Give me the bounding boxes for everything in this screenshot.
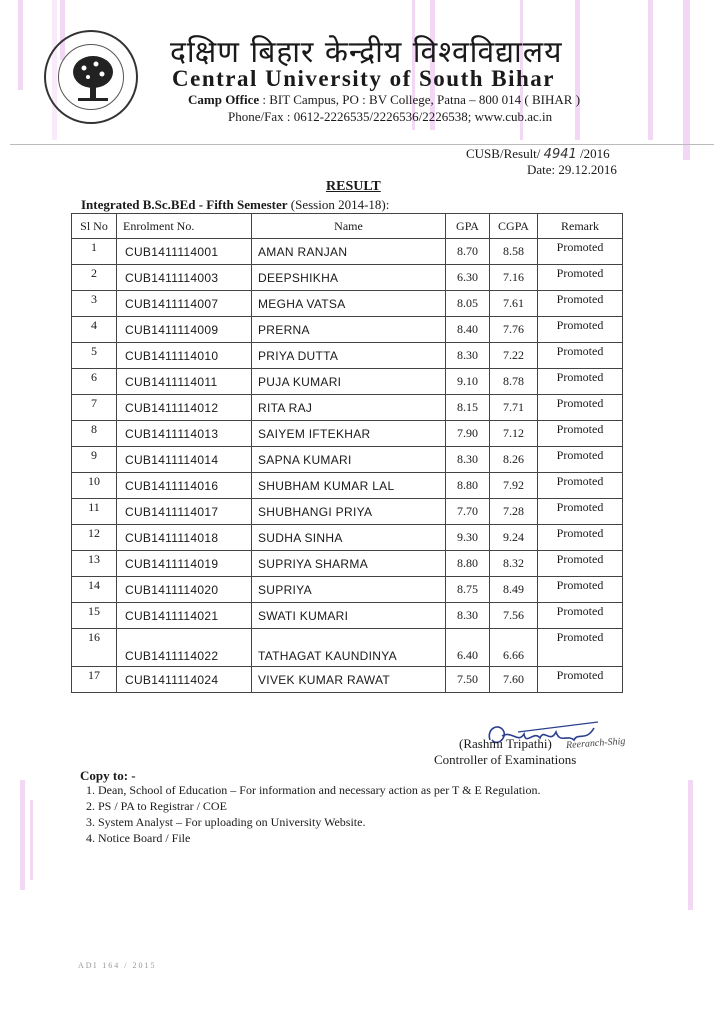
- cgpa-cell: 8.58: [490, 239, 538, 265]
- table-row: [72, 603, 623, 629]
- gpa-cell: 8.70: [446, 239, 490, 265]
- remark-cell: Promoted: [538, 499, 623, 525]
- name-cell: SHUBHAM KUMAR LAL: [252, 473, 446, 499]
- copy-to-item: 1. Dean, School of Education – For information and necessary action as per T & E Regulation.: [86, 783, 541, 797]
- controller-title: Controller of Examinations: [434, 752, 577, 767]
- gpa-cell: 9.30: [446, 525, 490, 551]
- enrolment-cell: CUB1411114020: [117, 577, 252, 603]
- sl-cell: 5: [72, 343, 117, 369]
- university-seal-logo: [44, 30, 138, 124]
- enrolment-cell: CUB1411114019: [117, 551, 252, 577]
- gpa-cell: 8.30: [446, 343, 490, 369]
- cgpa-cell: 7.16: [490, 265, 538, 291]
- header-divider: [10, 144, 714, 145]
- scan-stripe: [688, 780, 693, 910]
- name-cell: PUJA KUMARI: [252, 369, 446, 395]
- result-table: [71, 213, 623, 693]
- camp-office-text: : BIT Campus, PO : BV College, Patna – 800 014 ( BIHAR ): [259, 92, 581, 107]
- reference-suffix: /2016: [576, 146, 610, 161]
- gpa-cell: 6.40: [446, 629, 490, 667]
- name-cell: SUDHA SINHA: [252, 525, 446, 551]
- cgpa-cell: 7.92: [490, 473, 538, 499]
- cgpa-cell: 7.28: [490, 499, 538, 525]
- name-cell: AMAN RANJAN: [252, 239, 446, 265]
- copy-to-item: 2. PS / PA to Registrar / COE: [86, 799, 227, 813]
- sl-cell: 3: [72, 291, 117, 317]
- remark-cell: Promoted: [538, 667, 623, 693]
- phone-fax-line: Phone/Fax : 0612-2226535/2226536/2226538; www.cub.ac.in: [228, 109, 553, 124]
- sl-cell: 9: [72, 447, 117, 473]
- scan-stripe: [683, 0, 690, 160]
- document-date: Date: 29.12.2016: [527, 162, 617, 177]
- sl-cell: 4: [72, 317, 117, 343]
- header-remark: Remark: [538, 214, 623, 239]
- enrolment-cell: CUB1411114001: [117, 239, 252, 265]
- gpa-cell: 8.15: [446, 395, 490, 421]
- gpa-cell: 7.90: [446, 421, 490, 447]
- cgpa-cell: 9.24: [490, 525, 538, 551]
- sl-cell: 17: [72, 667, 117, 693]
- controller-name: (Rashmi Tripathi): [459, 736, 552, 751]
- reference-handwritten-number: 4941: [543, 147, 577, 162]
- name-cell: VIVEK KUMAR RAWAT: [252, 667, 446, 693]
- name-cell: DEEPSHIKHA: [252, 265, 446, 291]
- camp-office-label: Camp Office: [188, 92, 260, 107]
- copy-to-item: 4. Notice Board / File: [86, 831, 191, 845]
- cgpa-cell: 7.61: [490, 291, 538, 317]
- name-cell: SWATI KUMARI: [252, 603, 446, 629]
- gpa-cell: 8.40: [446, 317, 490, 343]
- sl-cell: 14: [72, 577, 117, 603]
- name-cell: RITA RAJ: [252, 395, 446, 421]
- scan-stripe: [18, 0, 23, 90]
- enrolment-cell: CUB1411114003: [117, 265, 252, 291]
- enrolment-cell: CUB1411114018: [117, 525, 252, 551]
- remark-cell: Promoted: [538, 473, 623, 499]
- table-row: [72, 369, 623, 395]
- remark-cell: Promoted: [538, 395, 623, 421]
- cgpa-cell: 7.22: [490, 343, 538, 369]
- sl-cell: 11: [72, 499, 117, 525]
- gpa-cell: 8.05: [446, 291, 490, 317]
- sl-cell: 8: [72, 421, 117, 447]
- gpa-cell: 8.30: [446, 447, 490, 473]
- enrolment-cell: CUB1411114012: [117, 395, 252, 421]
- remark-cell: Promoted: [538, 421, 623, 447]
- enrolment-cell: CUB1411114022: [117, 629, 252, 667]
- remark-cell: Promoted: [538, 603, 623, 629]
- enrolment-cell: CUB1411114024: [117, 667, 252, 693]
- cgpa-cell: 7.12: [490, 421, 538, 447]
- sl-cell: 15: [72, 603, 117, 629]
- header-name: Name: [252, 214, 446, 239]
- table-row: [72, 317, 623, 343]
- header-sl-no: Sl No: [72, 214, 117, 239]
- tree-emblem-icon: [70, 52, 116, 106]
- remark-cell: Promoted: [538, 343, 623, 369]
- remark-cell: Promoted: [538, 447, 623, 473]
- table-body: [72, 239, 623, 693]
- cgpa-cell: 7.76: [490, 317, 538, 343]
- cgpa-cell: 8.32: [490, 551, 538, 577]
- table-row: [72, 629, 623, 667]
- programme-heading: [81, 197, 389, 213]
- programme-session: (Session 2014-18):: [287, 197, 390, 212]
- table-row: [72, 525, 623, 551]
- enrolment-cell: CUB1411114011: [117, 369, 252, 395]
- reference-number: [466, 146, 610, 162]
- sl-cell: 2: [72, 265, 117, 291]
- table-row: [72, 239, 623, 265]
- remark-cell: Promoted: [538, 551, 623, 577]
- gpa-cell: 6.30: [446, 265, 490, 291]
- enrolment-cell: CUB1411114010: [117, 343, 252, 369]
- enrolment-cell: CUB1411114021: [117, 603, 252, 629]
- scan-stripe: [575, 0, 580, 140]
- cgpa-cell: 6.66: [490, 629, 538, 667]
- name-cell: MEGHA VATSA: [252, 291, 446, 317]
- sl-cell: 12: [72, 525, 117, 551]
- table-row: [72, 291, 623, 317]
- table-row: [72, 421, 623, 447]
- university-name-hindi: दक्षिण बिहार केन्द्रीय विश्वविद्यालय: [170, 35, 563, 70]
- remark-cell: Promoted: [538, 369, 623, 395]
- gpa-cell: 8.80: [446, 473, 490, 499]
- scan-stripe: [30, 800, 33, 880]
- university-name-english: Central University of South Bihar: [172, 66, 555, 91]
- gpa-cell: 8.30: [446, 603, 490, 629]
- footer-mark: ADI 164 / 2015: [78, 961, 157, 970]
- reference-prefix: CUSB/Result/: [466, 146, 544, 161]
- document-title: RESULT: [326, 179, 381, 194]
- header-enrolment-no: Enrolment No.: [117, 214, 252, 239]
- copy-to-list: [86, 782, 540, 846]
- scan-stripe: [648, 0, 653, 140]
- sl-cell: 10: [72, 473, 117, 499]
- gpa-cell: 7.70: [446, 499, 490, 525]
- sl-cell: 6: [72, 369, 117, 395]
- name-cell: SUPRIYA SHARMA: [252, 551, 446, 577]
- table-row: [72, 265, 623, 291]
- gpa-cell: 9.10: [446, 369, 490, 395]
- table-row: [72, 499, 623, 525]
- table-row: [72, 551, 623, 577]
- gpa-cell: 8.75: [446, 577, 490, 603]
- table-row: [72, 447, 623, 473]
- remark-cell: Promoted: [538, 525, 623, 551]
- sl-cell: 7: [72, 395, 117, 421]
- gpa-cell: 7.50: [446, 667, 490, 693]
- name-cell: SAIYEM IFTEKHAR: [252, 421, 446, 447]
- gpa-cell: 8.80: [446, 551, 490, 577]
- header-gpa: GPA: [446, 214, 490, 239]
- remark-cell: Promoted: [538, 265, 623, 291]
- enrolment-cell: CUB1411114013: [117, 421, 252, 447]
- remark-cell: Promoted: [538, 291, 623, 317]
- cgpa-cell: 8.26: [490, 447, 538, 473]
- cgpa-cell: 7.60: [490, 667, 538, 693]
- name-cell: SHUBHANGI PRIYA: [252, 499, 446, 525]
- marginal-note: Reeranch-Shig: [565, 735, 626, 752]
- enrolment-cell: CUB1411114014: [117, 447, 252, 473]
- enrolment-cell: CUB1411114009: [117, 317, 252, 343]
- header-cgpa: CGPA: [490, 214, 538, 239]
- table-header-row: [72, 214, 623, 239]
- sl-cell: 13: [72, 551, 117, 577]
- name-cell: PRERNA: [252, 317, 446, 343]
- name-cell: PRIYA DUTTA: [252, 343, 446, 369]
- cgpa-cell: 7.56: [490, 603, 538, 629]
- sl-cell: 16: [72, 629, 117, 667]
- copy-to-label: Copy to: -: [80, 768, 136, 783]
- remark-cell: Promoted: [538, 577, 623, 603]
- enrolment-cell: CUB1411114016: [117, 473, 252, 499]
- remark-cell: Promoted: [538, 629, 623, 667]
- name-cell: SAPNA KUMARI: [252, 447, 446, 473]
- programme-name: Integrated B.Sc.BEd - Fifth Semester: [81, 197, 288, 212]
- copy-to-item: 3. System Analyst – For uploading on University Website.: [86, 815, 366, 829]
- remark-cell: Promoted: [538, 317, 623, 343]
- cgpa-cell: 8.78: [490, 369, 538, 395]
- name-cell: SUPRIYA: [252, 577, 446, 603]
- sl-cell: 1: [72, 239, 117, 265]
- remark-cell: Promoted: [538, 239, 623, 265]
- camp-office-address: [188, 92, 580, 108]
- table-row: [72, 577, 623, 603]
- table-row: [72, 343, 623, 369]
- scan-stripe: [20, 780, 25, 890]
- enrolment-cell: CUB1411114017: [117, 499, 252, 525]
- cgpa-cell: 7.71: [490, 395, 538, 421]
- name-cell: TATHAGAT KAUNDINYA: [252, 629, 446, 667]
- table-row: [72, 395, 623, 421]
- table-row: [72, 473, 623, 499]
- enrolment-cell: CUB1411114007: [117, 291, 252, 317]
- cgpa-cell: 8.49: [490, 577, 538, 603]
- table-row: [72, 667, 623, 693]
